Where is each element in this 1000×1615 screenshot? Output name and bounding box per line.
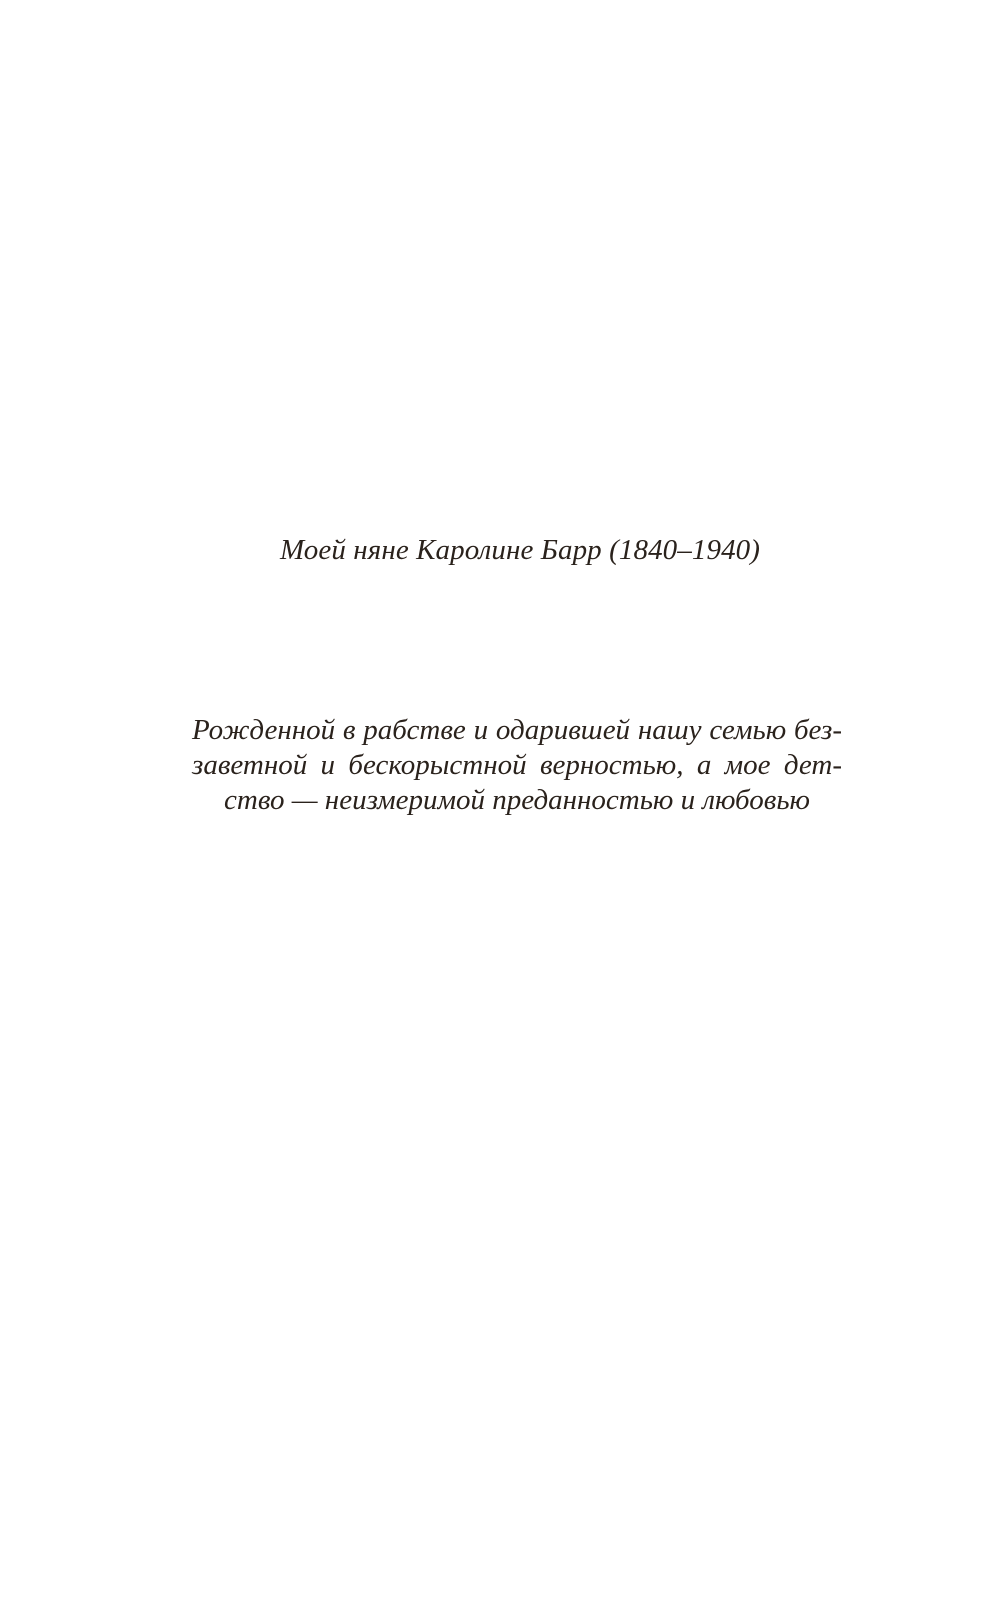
dedication-line-1: Рожденной в рабстве и одарившей нашу семью без-: [192, 714, 842, 746]
dedication-title: Моей няне Каролине Барр (1840–1940): [279, 534, 761, 566]
dedication-line-3: ство — неизмеримой преданностью и любовью: [224, 784, 810, 816]
dedication-line-2: заветной и бескорыстной верностью, а мое дет-: [192, 749, 842, 781]
dedication-body: [192, 713, 842, 818]
